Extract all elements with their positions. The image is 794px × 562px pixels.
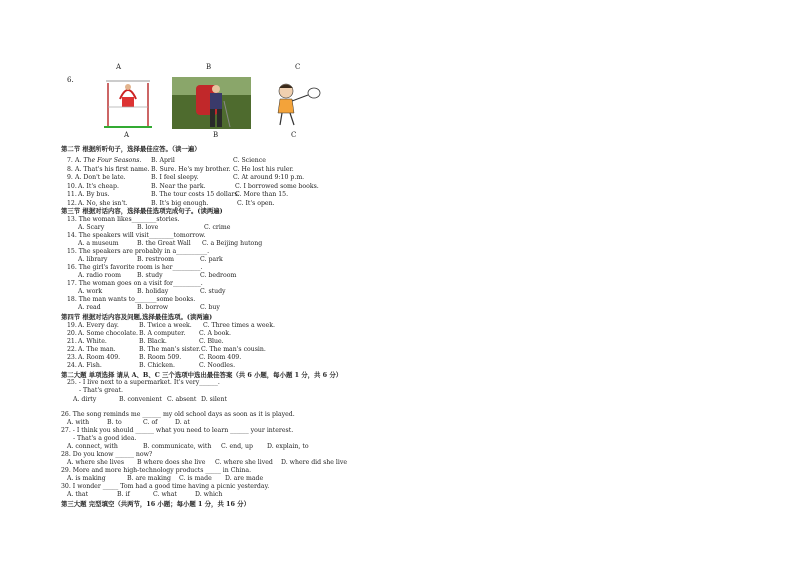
q15-option-c: C. park — [200, 256, 223, 263]
q12-option-a: A. No, she isn't. — [78, 199, 128, 207]
question-6-number: 6. — [67, 76, 74, 84]
q19-number: 19. — [67, 322, 77, 329]
q7-option-b: B. April — [151, 157, 175, 164]
q8-option-a: A. That's his first name. — [75, 165, 150, 173]
badminton-icon — [270, 79, 326, 129]
q7-option-a: A. The Four Seasons. — [75, 157, 142, 164]
q21-option-b: B. Black. — [139, 338, 167, 345]
q16-stem: 16. The girl's favorite room is her_________. — [67, 264, 203, 271]
bottom-label-b: B — [213, 131, 219, 139]
q10-option-a: A. It's cheap. — [78, 182, 119, 190]
bottom-label-c: C — [291, 131, 297, 139]
q26-option-c: C. of — [143, 419, 158, 426]
q16-option-b: B. study — [137, 272, 163, 279]
section-2-list — [67, 157, 367, 207]
q30-option-d: D. which — [195, 491, 223, 498]
q16-option-c: C. bedroom — [200, 272, 237, 279]
q9-number: 9. — [67, 174, 73, 181]
q28-option-b: B where does she live — [137, 459, 206, 466]
q27-option-b: B. communicate, with — [143, 443, 212, 450]
hiker-icon — [172, 77, 251, 129]
q8-option-b: B. Sure. He's my brother. — [151, 165, 231, 173]
q12-number: 12. — [67, 199, 77, 207]
q10-option-b: B. Near the park. — [151, 182, 206, 190]
q19-option-b: B. Twice a week. — [139, 322, 192, 329]
q26-option-b: B. to — [107, 419, 122, 426]
q15-option-a: A. library — [78, 256, 108, 263]
q25-option-c: C. absent — [167, 396, 197, 403]
section-4-header: 第四节 根据对话内容及问题,选择最佳选项。(读两遍) — [61, 313, 213, 321]
q19-option-a: A. Every day. — [78, 322, 119, 329]
q22-option-a: A. The man. — [78, 346, 116, 353]
q19-option-c: C. Three times a week. — [203, 322, 275, 329]
q13-stem: 13. The woman likes________stories. — [67, 216, 180, 223]
top-label-c: C — [295, 63, 301, 71]
q29-option-c: C. is made — [179, 475, 212, 482]
q10-number: 10. — [67, 182, 77, 190]
section-3-header: 第三节 根据对话内容，选择最佳选项完成句子。(读两遍) — [61, 207, 223, 215]
q25-reply: - That's great. — [79, 387, 123, 394]
q24-option-c: C. Noodles. — [199, 362, 236, 369]
vault-icon — [102, 77, 154, 129]
q30-option-b: B. if — [117, 491, 130, 498]
top-label-a: A — [116, 63, 122, 71]
q8-option-c: C. He lost his ruler. — [233, 165, 294, 173]
q20-option-c: C. A book. — [199, 330, 232, 337]
q14-option-c: C. a Beijing hutong — [202, 240, 263, 247]
q28-option-c: C. where she lived — [215, 459, 273, 466]
q11-option-a: A. By bus. — [78, 191, 110, 198]
q9-option-b: B. I feel sleepy. — [151, 174, 199, 181]
q10-option-c: C. I borrowed some books. — [235, 182, 319, 190]
q11-option-c: C. More than 15. — [235, 191, 289, 198]
q25-stem: 25. - I live next to a supermarket. It's very______. — [67, 379, 220, 386]
q25-option-b: B. convenient — [119, 396, 162, 403]
q13-option-c: C. crime — [204, 224, 231, 231]
part-2-list — [61, 379, 361, 509]
q17-option-b: B. holiday — [137, 288, 169, 295]
q30-option-a: A. that — [67, 491, 89, 498]
q23-option-c: C. Room 409. — [199, 354, 242, 361]
q18-option-a: A. read — [78, 304, 101, 311]
q14-stem: 14. The speakers will visit________tomorrow. — [67, 232, 206, 239]
part-3-header: 第三大题 完型填空（共两节，16 小题；每小题 1 分，共 16 分） — [61, 500, 250, 508]
q20-number: 20. — [67, 330, 77, 337]
q18-option-c: C. buy — [200, 304, 220, 311]
q21-option-a: A. White. — [78, 338, 107, 345]
picture-a-illustration — [102, 77, 154, 129]
q23-option-b: B. Room 509. — [139, 354, 182, 361]
q12-option-b: B. It's big enough. — [151, 199, 209, 207]
q24-number: 24. — [67, 362, 77, 369]
q7-number: 7. — [67, 157, 73, 164]
q18-stem: 18. The man wants to_______some books. — [67, 296, 196, 303]
part-2-header: 第二大题 单项选择 请从 A、B、C 三个选项中选出最佳答案（共 6 小题，每小题 1 分，共 6 分） — [61, 371, 343, 379]
q29-option-d: D. are made — [225, 475, 264, 482]
q17-stem: 17. The woman goes on a visit for_________. — [67, 280, 203, 287]
q27-option-d: D. explain, to — [267, 443, 309, 450]
q18-option-b: B. borrow — [137, 304, 169, 311]
q11-number: 11. — [67, 191, 77, 198]
q14-option-a: A. a museum — [78, 240, 119, 247]
q24-option-b: B. Chicken. — [139, 362, 176, 369]
bottom-label-a: A — [124, 131, 130, 139]
q25-option-d: D. silent — [201, 396, 227, 403]
q27-option-c: C. end, up — [221, 443, 253, 450]
q9-option-a: A. Don't be late. — [75, 174, 126, 181]
section-4-list — [67, 322, 367, 372]
picture-c-badminton — [270, 79, 326, 129]
q26-option-a: A. with — [67, 419, 90, 426]
q22-option-b: B. The man's sister. — [139, 346, 201, 353]
q23-option-a: A. Room 409. — [78, 354, 121, 361]
q22-number: 22. — [67, 346, 77, 353]
q27-stem: 27. - I think you should ______ what you need to learn ______ your interest. — [61, 427, 294, 434]
q13-option-b: B. love — [137, 224, 159, 231]
section-2-header: 第二节 根据所听句子，选择最佳应答。（读一遍） — [61, 145, 201, 153]
q23-number: 23. — [67, 354, 77, 361]
q30-option-c: C. what — [153, 491, 177, 498]
q13-option-a: A. Scary — [78, 224, 105, 231]
q20-option-a: A. Some chocolate. — [78, 330, 139, 337]
q29-option-b: B. are making — [127, 475, 171, 482]
q29-option-a: A. is making — [67, 475, 106, 482]
q11-option-b: B. The tour costs 15 dollars. — [151, 191, 240, 198]
q22-option-c: C. The man's cousin. — [201, 346, 266, 353]
q28-stem: 28. Do you know ______ now? — [61, 451, 153, 458]
section-3-list — [67, 216, 367, 316]
q26-stem: 26. The song reminds me ______ my old school days as soon as it is played. — [61, 411, 295, 418]
q20-option-b: B. A computer. — [139, 330, 186, 337]
q26-option-d: D. at — [175, 419, 190, 426]
q15-option-b: B. restroom — [137, 256, 175, 263]
q21-option-c: C. Blue. — [199, 338, 224, 345]
q27-option-a: A. connect, with — [67, 443, 118, 450]
q8-number: 8. — [67, 165, 73, 173]
q9-option-c: C. At around 9:10 p.m. — [233, 174, 305, 181]
q21-number: 21. — [67, 338, 77, 345]
q28-option-a: A. where she lives — [67, 459, 125, 466]
q17-option-a: A. work — [78, 288, 103, 295]
q15-stem: 15. The speakers are probably in a__________. — [67, 248, 210, 255]
q17-option-c: C. study — [200, 288, 226, 295]
q28-option-d: D. where did she live — [281, 459, 347, 466]
q24-option-a: A. Fish. — [78, 362, 102, 369]
q16-option-a: A. radio room — [78, 272, 121, 279]
q25-option-a: A. dirty — [73, 396, 97, 403]
q27-reply: - That's a good idea. — [73, 435, 137, 442]
q7-option-c: C. Science — [233, 157, 266, 164]
picture-b-hiker — [172, 77, 251, 129]
top-label-b: B — [206, 63, 212, 71]
q29-stem: 29. More and more high-technology products _____ in China. — [61, 467, 252, 474]
q30-stem: 30. I wonder _____ Tom had a good time having a picnic yesterday. — [61, 483, 270, 490]
q12-option-c: C. It's open. — [237, 199, 275, 207]
q14-option-b: B. the Great Wall — [137, 240, 191, 247]
